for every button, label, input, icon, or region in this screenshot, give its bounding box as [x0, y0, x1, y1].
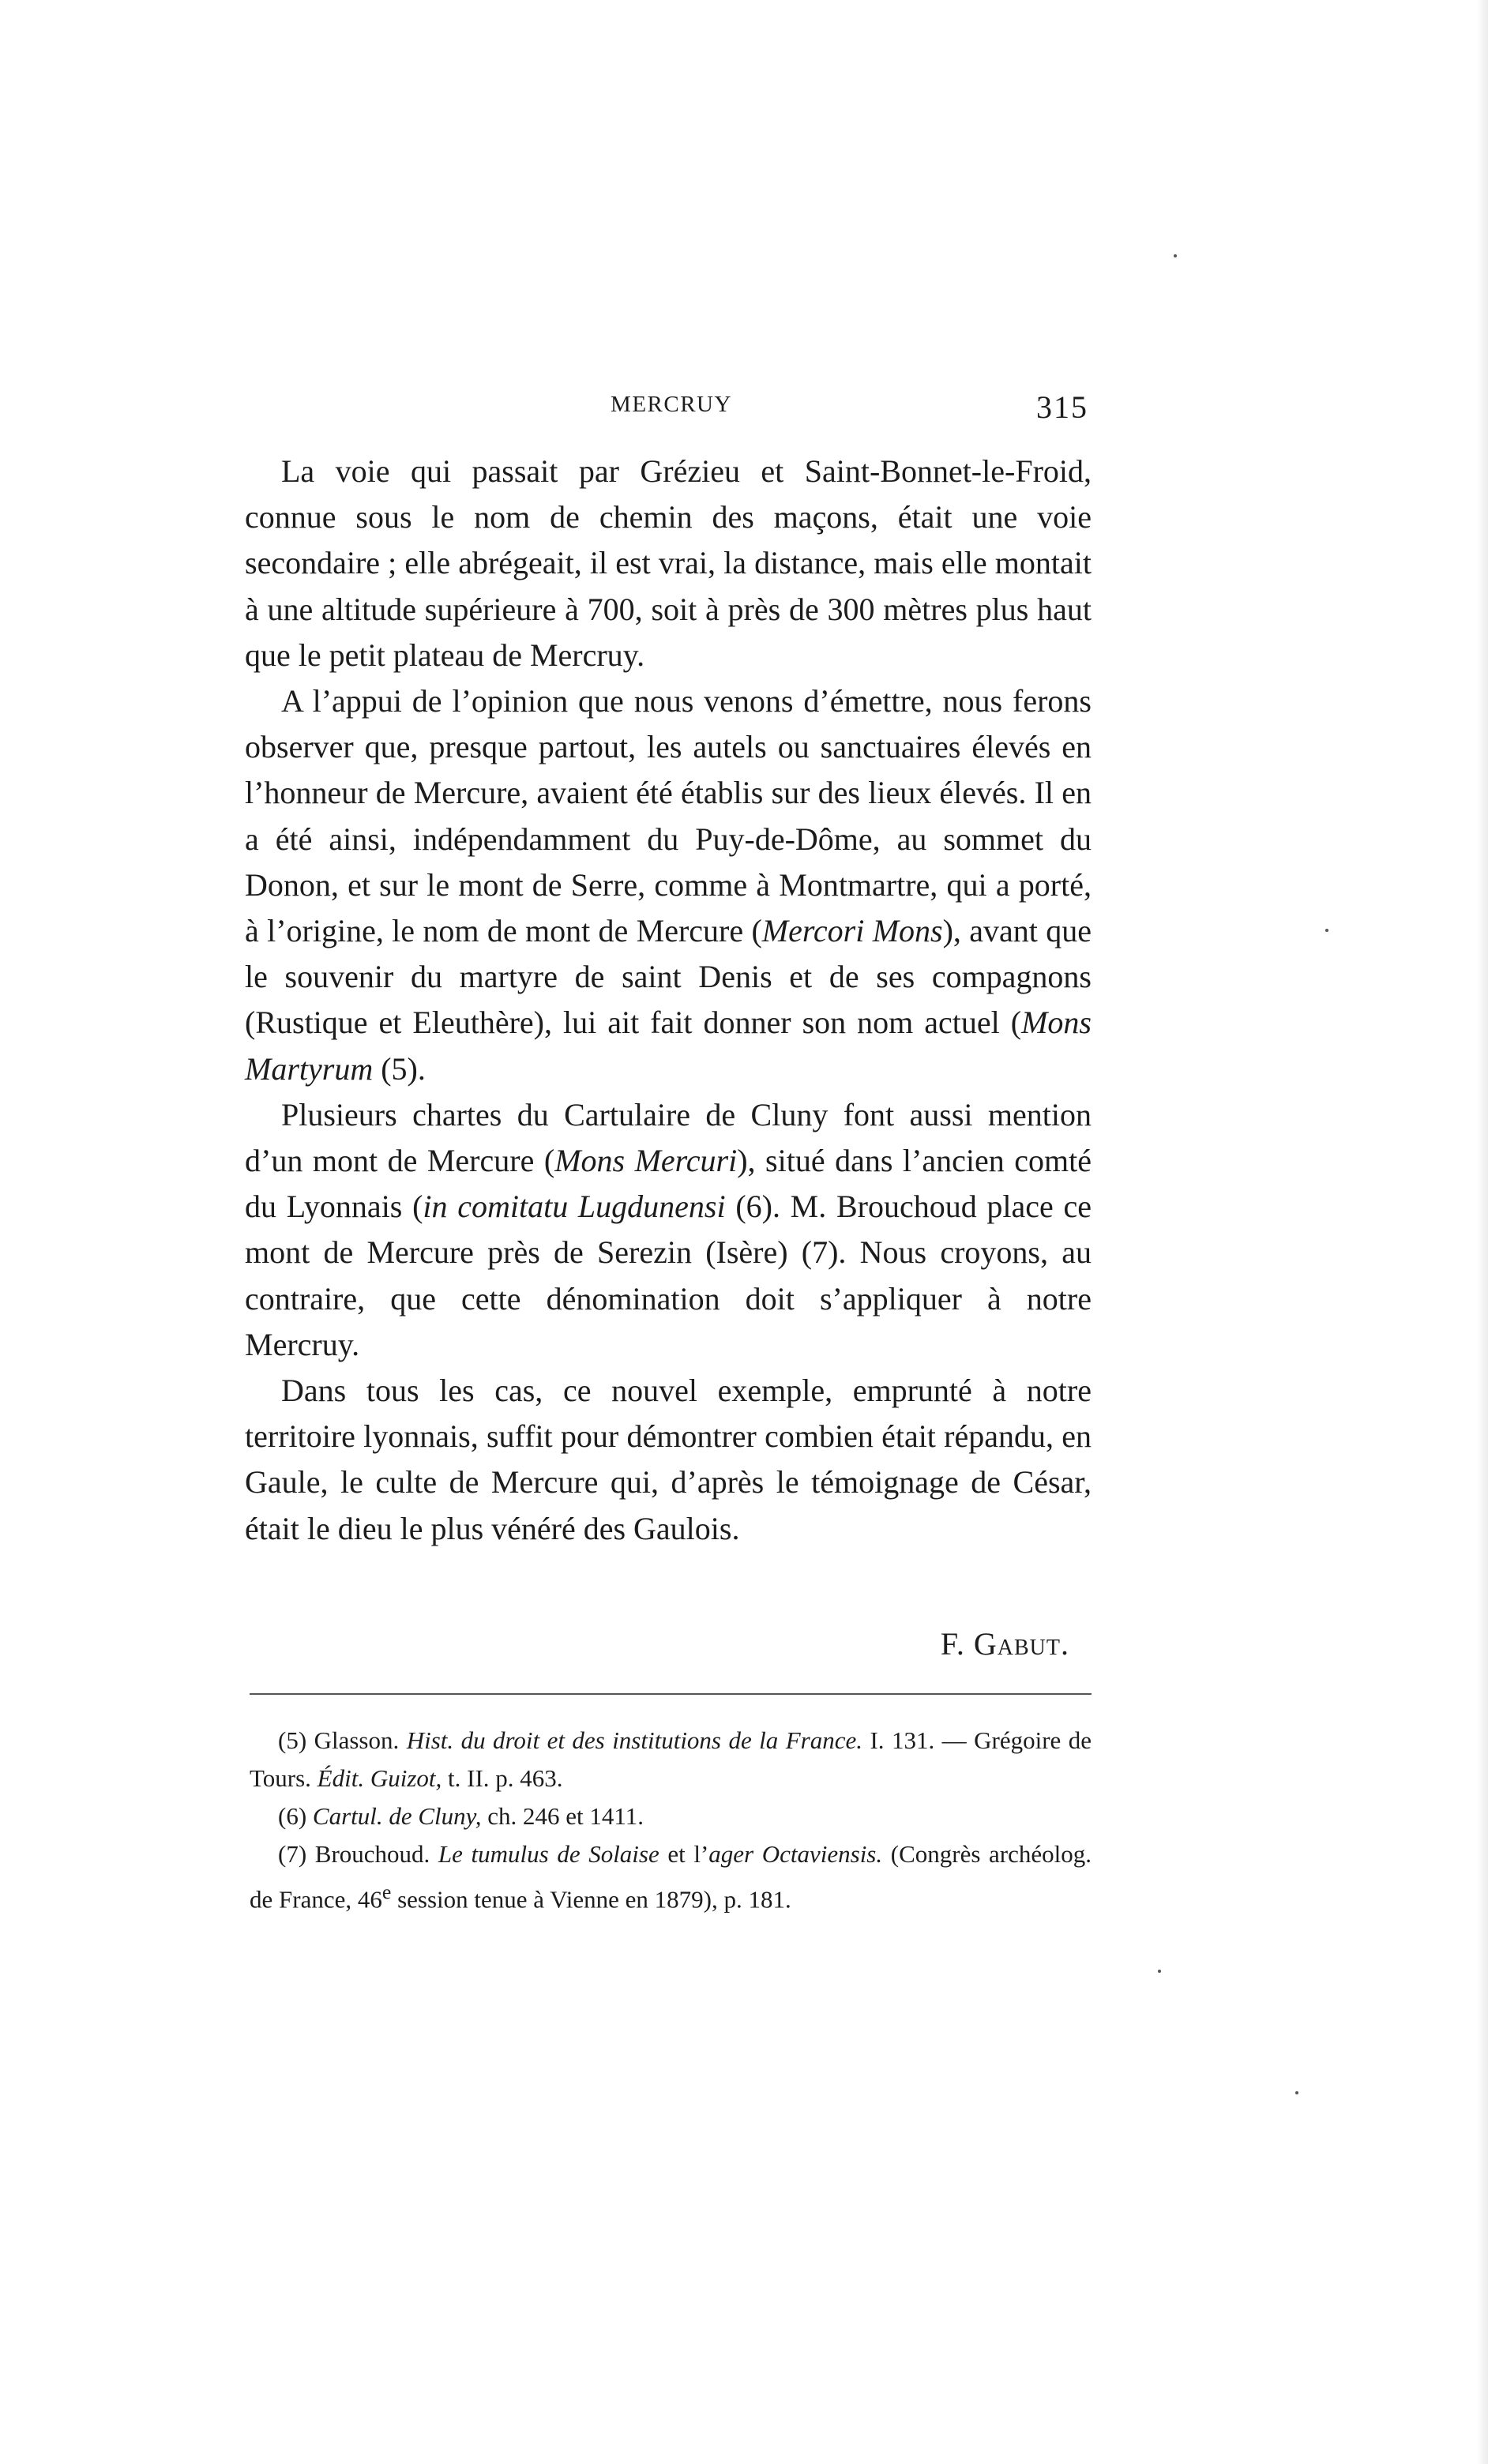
signature-end: .	[1061, 1626, 1069, 1662]
footnote-7-text-b: et l’	[659, 1840, 709, 1868]
footnote-divider	[250, 1693, 1092, 1695]
footnote-6-text-b: ch. 246 et 1411.	[481, 1802, 644, 1830]
paragraph-3	[245, 1092, 1092, 1368]
author-signature	[941, 1625, 1069, 1662]
paragraph-3-text-a: Plusieurs chartes du Cartulaire de Cluny font aussi mention d’un mont de Mercure (	[245, 1096, 1092, 1179]
scan-speck	[1174, 254, 1177, 257]
page-number: 315	[1036, 389, 1088, 425]
footnote-7-text-c: (Congrès archéolog. de France, 46	[250, 1840, 1092, 1914]
footnote-5-italic-2: Édit. Guizot,	[317, 1764, 442, 1792]
paragraph-3-italic-1: Mons Mercuri	[554, 1143, 738, 1179]
paragraph-3-italic-2: in comitatu Lugdunensi	[423, 1189, 726, 1225]
running-title: MERCRUY	[611, 392, 732, 417]
footnote-6-italic-1: Cartul. de Cluny,	[312, 1802, 482, 1830]
footnote-7-text-d: session tenue à Vienne en 1879), p. 181.	[391, 1885, 791, 1914]
footnotes	[250, 1722, 1092, 1918]
paragraph-3-text-b: ), situé dans l’ancien comté du Lyonnais (	[245, 1143, 1092, 1225]
signature-initial: F.	[940, 1626, 974, 1662]
scan-speck	[1295, 2091, 1298, 2094]
paragraph-2-italic-1: Mercori Mons	[761, 913, 943, 949]
scan-speck	[1325, 929, 1328, 932]
footnote-5	[250, 1722, 1092, 1797]
footnote-6	[250, 1797, 1092, 1835]
footnote-7-superscript: e	[381, 1880, 392, 1903]
footnote-7	[250, 1835, 1092, 1918]
footnote-6-text-a: (6)	[278, 1802, 313, 1830]
footnote-5-text-c: t. II. p. 463.	[442, 1764, 563, 1792]
footnote-5-italic-1: Hist. du droit et des institutions de la France.	[406, 1726, 862, 1754]
paragraph-2-text-c: (5).	[373, 1050, 426, 1087]
scan-speck	[1158, 1970, 1161, 1973]
scan-edge-shadow	[1477, 0, 1488, 2464]
paragraph-4: Dans tous les cas, ce nouvel exemple, emprunté à notre territoire lyonnais, suffit pour démontrer combien était répandu, en Gaule, le culte de Mercure qui, d’après le témoignage de César, était le dieu le plus vénéré des Gaulois.	[245, 1373, 1092, 1546]
paragraph-2-italic-2: Mons Martyrum	[245, 1005, 1092, 1087]
signature-name: Gabut	[973, 1626, 1061, 1662]
paragraph-2-text-b: ), avant que le souvenir du martyre de saint Denis et de ses compagnons (Rustique et Eleuthère), lui ait fait donner son nom actuel (	[245, 913, 1092, 1041]
footnote-5-text-b: I. 131. — Grégoire de Tours.	[250, 1726, 1092, 1792]
paragraph-3-text-c: (6). M. Brouchoud place ce mont de Mercure près de Serezin (Isère) (7). Nous croyons, au contraire, que cette dénomination doit s’appliquer à notre Mercruy.	[245, 1189, 1092, 1362]
footnote-7-text-a: (7) Brouchoud.	[278, 1840, 438, 1868]
footnote-7-italic-1: Le tumulus de Solaise	[438, 1840, 659, 1868]
footnote-5-text-a: (5) Glasson.	[278, 1726, 407, 1754]
paragraph-2-text-a: A l’appui de l’opinion que nous venons d’émettre, nous ferons observer que, presque partout, les autels ou sanctuaires élevés en l’honneur de Mercure, avaient été établis sur des lieux élevés. Il en a été ainsi, indépendamment du Puy-de-Dôme, au sommet du Donon, et sur le mont de Serre, comme à Montmartre, qui a porté, à l’origine, le nom de mont de Mercure (	[245, 683, 1092, 949]
main-text	[245, 449, 1092, 1552]
footnote-7-italic-2: ager Octaviensis.	[708, 1840, 883, 1868]
paragraph-2	[245, 678, 1092, 1092]
paragraph-1: La voie qui passait par Grézieu et Saint-Bonnet-le-Froid, connue sous le nom de chemin des maçons, était une voie secondaire ; elle abrégeait, il est vrai, la distance, mais elle montait à une altitude supérieure à 700, soit à près de 300 mètres plus haut que le petit plateau de Mercruy.	[245, 453, 1092, 673]
page-header	[245, 389, 1098, 428]
